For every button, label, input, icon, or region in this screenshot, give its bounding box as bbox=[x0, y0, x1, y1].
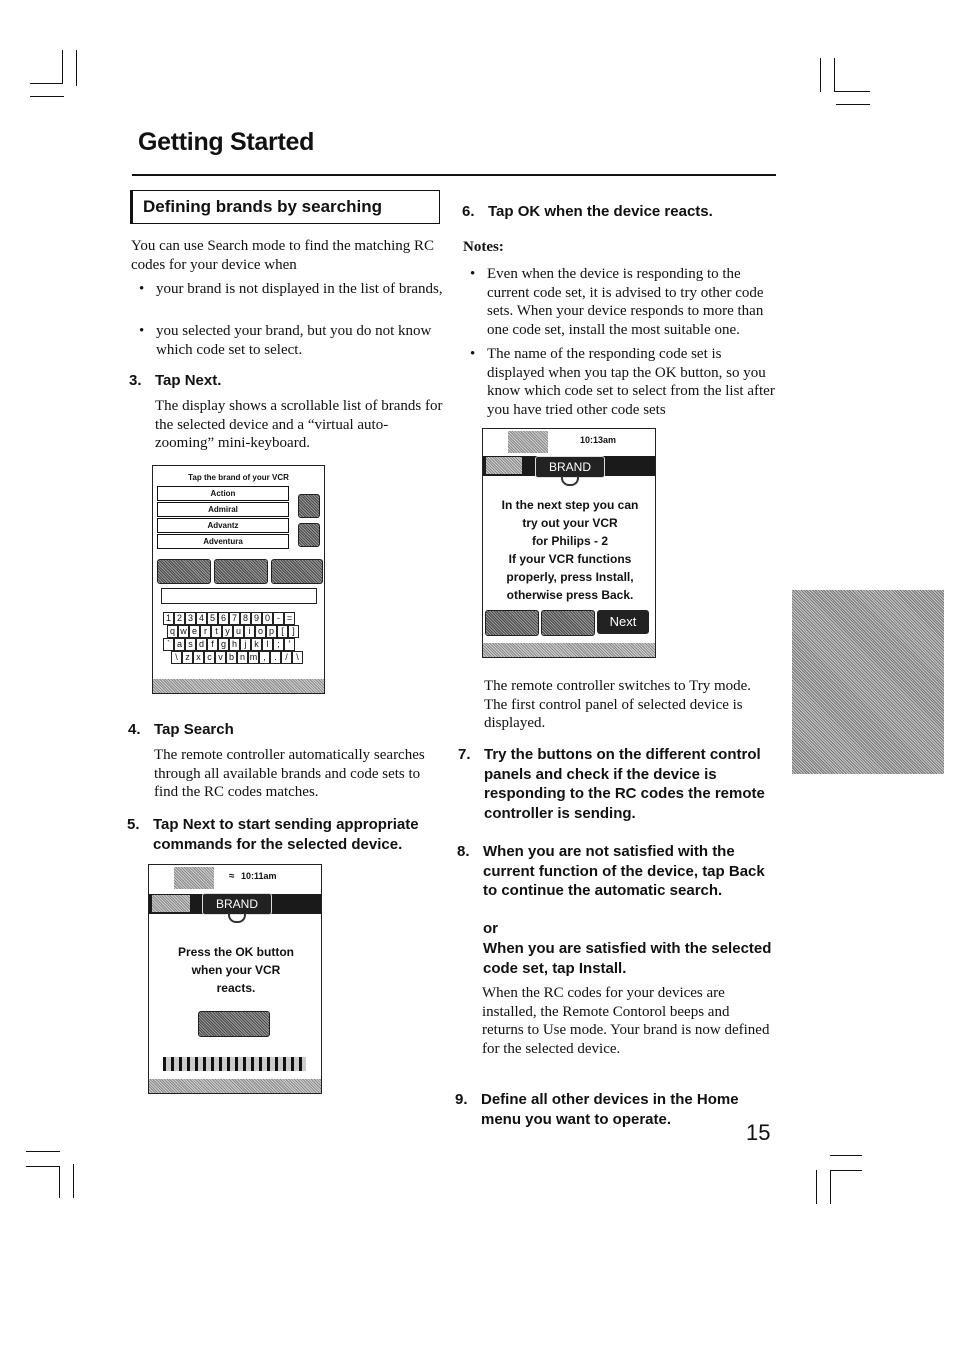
keyboard-key[interactable]: q bbox=[167, 625, 178, 638]
title-rule bbox=[132, 174, 776, 176]
keyboard-key[interactable]: l bbox=[262, 638, 273, 651]
keyboard-key[interactable]: w bbox=[178, 625, 189, 638]
step-number: 6. bbox=[462, 203, 475, 220]
brand-list-item[interactable]: Admiral bbox=[157, 502, 289, 517]
section-heading-box bbox=[130, 190, 440, 224]
keyboard-key[interactable]: s bbox=[185, 638, 196, 651]
step-number: 9. bbox=[455, 1091, 468, 1108]
page-number: 15 bbox=[746, 1120, 771, 1145]
step-title: Tap Next. bbox=[155, 372, 222, 389]
screen-message-line: for Philips - 2 bbox=[531, 534, 608, 548]
keyboard-key[interactable]: 7 bbox=[229, 612, 240, 625]
step-number: 8. bbox=[457, 843, 470, 860]
remote-screen-try-out bbox=[482, 428, 656, 658]
intro-bullet: • you selected your brand, but you do not know which code set to select. bbox=[156, 322, 443, 359]
note-item: • The name of the responding code set is displayed when you tap the OK button, so you know which code set to select from the list after you have tried other code sets bbox=[487, 345, 777, 419]
step-8-heading bbox=[457, 842, 775, 901]
remote-icon bbox=[561, 476, 579, 486]
crop-mark bbox=[62, 50, 63, 84]
keyboard-key[interactable]: 5 bbox=[207, 612, 218, 625]
scroll-up-button[interactable] bbox=[298, 494, 320, 518]
ok-button[interactable] bbox=[198, 1011, 270, 1037]
step-9-heading bbox=[455, 1090, 773, 1129]
keyboard-key[interactable]: u bbox=[233, 625, 244, 638]
keyboard-key[interactable]: r bbox=[200, 625, 211, 638]
keyboard-key[interactable]: j bbox=[240, 638, 251, 651]
keyboard-key[interactable]: v bbox=[215, 651, 226, 664]
step-title: When you are not satisfied with the current function of the device, tap Back to continue the automatic search. bbox=[483, 843, 765, 899]
step-3-body: The display shows a scrollable list of brands for the selected device and a “virtual auto-zooming” mini-keyboard. bbox=[155, 398, 443, 451]
install-button[interactable] bbox=[541, 610, 595, 636]
crop-mark bbox=[816, 1170, 817, 1204]
crop-mark bbox=[76, 50, 77, 86]
keyboard-key[interactable]: a bbox=[174, 638, 185, 651]
keyboard-key[interactable]: k bbox=[251, 638, 262, 651]
search-text-field[interactable] bbox=[161, 588, 317, 604]
keyboard-key[interactable]: \ bbox=[292, 651, 303, 664]
keyboard-key[interactable]: ] bbox=[288, 625, 299, 638]
step-title: Define all other devices in the Home menu you want to operate. bbox=[481, 1091, 739, 1128]
keyboard-key[interactable]: \ bbox=[171, 651, 182, 664]
soft-button-3[interactable] bbox=[271, 559, 323, 584]
crop-mark bbox=[30, 83, 63, 84]
screen-time: 10:13am bbox=[580, 435, 617, 445]
step-number: 7. bbox=[458, 746, 471, 763]
crop-mark bbox=[26, 1166, 60, 1167]
keyboard-key[interactable]: 8 bbox=[240, 612, 251, 625]
keyboard-key[interactable]: n bbox=[237, 651, 248, 664]
crop-mark bbox=[830, 1155, 862, 1156]
keyboard-key[interactable]: [ bbox=[277, 625, 288, 638]
keyboard-key[interactable]: - bbox=[273, 612, 284, 625]
screen-message-line: If your VCR functions bbox=[508, 552, 632, 566]
brand-tab[interactable]: BRAND bbox=[535, 456, 605, 478]
screen-status-bar bbox=[153, 679, 324, 693]
keyboard-key[interactable]: i bbox=[244, 625, 255, 638]
screen-heading: Tap the brand of your VCR bbox=[188, 473, 289, 482]
intro-bullet: • your brand is not displayed in the list of brands, bbox=[156, 280, 443, 299]
keyboard-key[interactable]: y bbox=[222, 625, 233, 638]
keyboard-key[interactable]: m bbox=[249, 652, 258, 662]
screen-tab-left bbox=[486, 457, 522, 474]
keyboard-key[interactable]: . bbox=[270, 651, 281, 664]
screen-top-block bbox=[508, 431, 548, 453]
keyboard-key[interactable]: f bbox=[207, 638, 218, 651]
step-title: Tap OK when the device reacts. bbox=[488, 203, 713, 220]
step-6-heading bbox=[462, 202, 778, 222]
back-button[interactable] bbox=[485, 610, 539, 636]
chapter-tab-marker bbox=[792, 590, 944, 774]
crop-mark bbox=[836, 104, 870, 105]
crop-mark bbox=[30, 96, 64, 97]
keyboard-key[interactable]: z bbox=[182, 651, 193, 664]
keyboard-key[interactable]: ; bbox=[273, 638, 284, 651]
keyboard-row-3 bbox=[163, 638, 295, 652]
screen-top-block bbox=[174, 867, 214, 889]
crop-mark bbox=[26, 1151, 60, 1152]
step-number: 5. bbox=[127, 816, 140, 833]
intro-text: You can use Search mode to find the matching RC codes for your device when bbox=[131, 238, 435, 273]
step-4-heading bbox=[128, 720, 444, 740]
wifi-icon: ≈ bbox=[229, 871, 235, 882]
keyboard-key[interactable]: b bbox=[226, 651, 237, 664]
keyboard-key[interactable]: 4 bbox=[196, 612, 207, 625]
remote-screen-brand-list bbox=[152, 465, 325, 694]
keyboard-key[interactable]: t bbox=[211, 625, 222, 638]
screen-message-line: otherwise press Back. bbox=[506, 588, 634, 602]
step-title: Tap Search bbox=[154, 721, 234, 738]
crop-mark bbox=[830, 1170, 862, 1171]
crop-mark bbox=[834, 58, 835, 92]
progress-bar bbox=[163, 1057, 306, 1071]
next-button[interactable]: Next bbox=[597, 610, 649, 634]
remote-icon bbox=[228, 913, 246, 923]
step-title: Try the buttons on the different control panels and check if the device is responding to the RC codes the remote controller is sending. bbox=[484, 746, 765, 822]
keyboard-row-4 bbox=[171, 651, 303, 665]
screen-message-line: reacts. bbox=[216, 981, 256, 995]
step-title: Tap Next to start sending appropriate commands for the selected device. bbox=[153, 816, 419, 853]
crop-mark bbox=[73, 1164, 74, 1198]
step-3-heading bbox=[129, 371, 445, 391]
keyboard-key[interactable]: , bbox=[259, 651, 270, 664]
scroll-down-button[interactable] bbox=[298, 523, 320, 547]
section-heading: Defining brands by searching bbox=[143, 197, 382, 216]
keyboard-key[interactable]: c bbox=[204, 651, 215, 664]
step-5-heading bbox=[127, 815, 448, 854]
keyboard-row-1 bbox=[163, 612, 295, 626]
keyboard-key[interactable]: 3 bbox=[185, 612, 196, 625]
soft-button-2[interactable] bbox=[214, 559, 268, 584]
keyboard-key[interactable]: e bbox=[189, 625, 200, 638]
screen-time: 10:11am bbox=[241, 871, 277, 881]
screen-tab-left bbox=[152, 895, 190, 912]
step-8-body: When the RC codes for your devices are installed, the Remote Contorol beeps and returns to Use mode. Your brand is now defined for the selected device. bbox=[482, 985, 770, 1057]
keyboard-key[interactable]: 0 bbox=[262, 612, 273, 625]
keyboard-key[interactable]: g bbox=[218, 638, 229, 651]
keyboard-key[interactable]: x bbox=[193, 651, 204, 664]
keyboard-key[interactable]: o bbox=[255, 625, 266, 638]
keyboard-key[interactable]: 1 bbox=[163, 612, 174, 625]
keyboard-key[interactable]: d bbox=[196, 638, 207, 651]
remote-screen-press-ok bbox=[148, 864, 322, 1094]
screen-status-bar bbox=[483, 643, 655, 657]
step-8-alt-heading: When you are satisfied with the selected code set, tap Install. bbox=[483, 940, 772, 977]
try-mode-text: The remote controller switches to Try mode. The first control panel of selected device is displayed. bbox=[484, 678, 752, 731]
screen-status-bar bbox=[149, 1079, 321, 1093]
brand-list-item[interactable]: Adventura bbox=[157, 534, 289, 549]
crop-mark bbox=[59, 1166, 60, 1198]
keyboard-key[interactable]: h bbox=[229, 638, 240, 651]
keyboard-row-2 bbox=[167, 625, 299, 639]
keyboard-key[interactable]: ` bbox=[163, 638, 174, 651]
keyboard-key[interactable]: 2 bbox=[174, 612, 185, 625]
step-8-or: or bbox=[483, 920, 498, 937]
screen-message-line: try out your VCR bbox=[522, 516, 618, 530]
keyboard-key[interactable]: 6 bbox=[218, 612, 229, 625]
step-7-heading bbox=[458, 745, 776, 823]
page-title: Getting Started bbox=[138, 128, 315, 156]
note-item: • Even when the device is responding to the current code set, it is advised to try other code sets. When your device responds to more than one code set, install the most suitable one. bbox=[487, 265, 777, 339]
screen-message-line: In the next step you can bbox=[501, 498, 639, 512]
keyboard-key[interactable]: ' bbox=[284, 638, 295, 651]
soft-button-1[interactable] bbox=[157, 559, 211, 584]
crop-mark bbox=[820, 58, 821, 92]
step-4-body: The remote controller automatically searches through all available brands and code sets to find the RC codes matches. bbox=[154, 747, 425, 800]
step-number: 4. bbox=[128, 721, 141, 738]
screen-message-line: when your VCR bbox=[191, 963, 281, 977]
brand-list-item[interactable]: Action bbox=[157, 486, 289, 501]
keyboard-key[interactable]: = bbox=[284, 612, 295, 625]
notes-label: Notes: bbox=[463, 239, 504, 255]
keyboard-key[interactable]: 9 bbox=[251, 612, 262, 625]
keyboard-key[interactable]: / bbox=[281, 651, 292, 664]
crop-mark bbox=[834, 91, 870, 92]
brand-tab[interactable]: BRAND bbox=[202, 893, 272, 915]
keyboard-key[interactable]: p bbox=[266, 625, 277, 638]
step-number: 3. bbox=[129, 372, 142, 389]
screen-message-line: Press the OK button bbox=[177, 945, 294, 959]
screen-message-line: properly, press Install, bbox=[506, 570, 634, 584]
brand-list-item[interactable]: Advantz bbox=[157, 518, 289, 533]
crop-mark bbox=[830, 1170, 831, 1204]
